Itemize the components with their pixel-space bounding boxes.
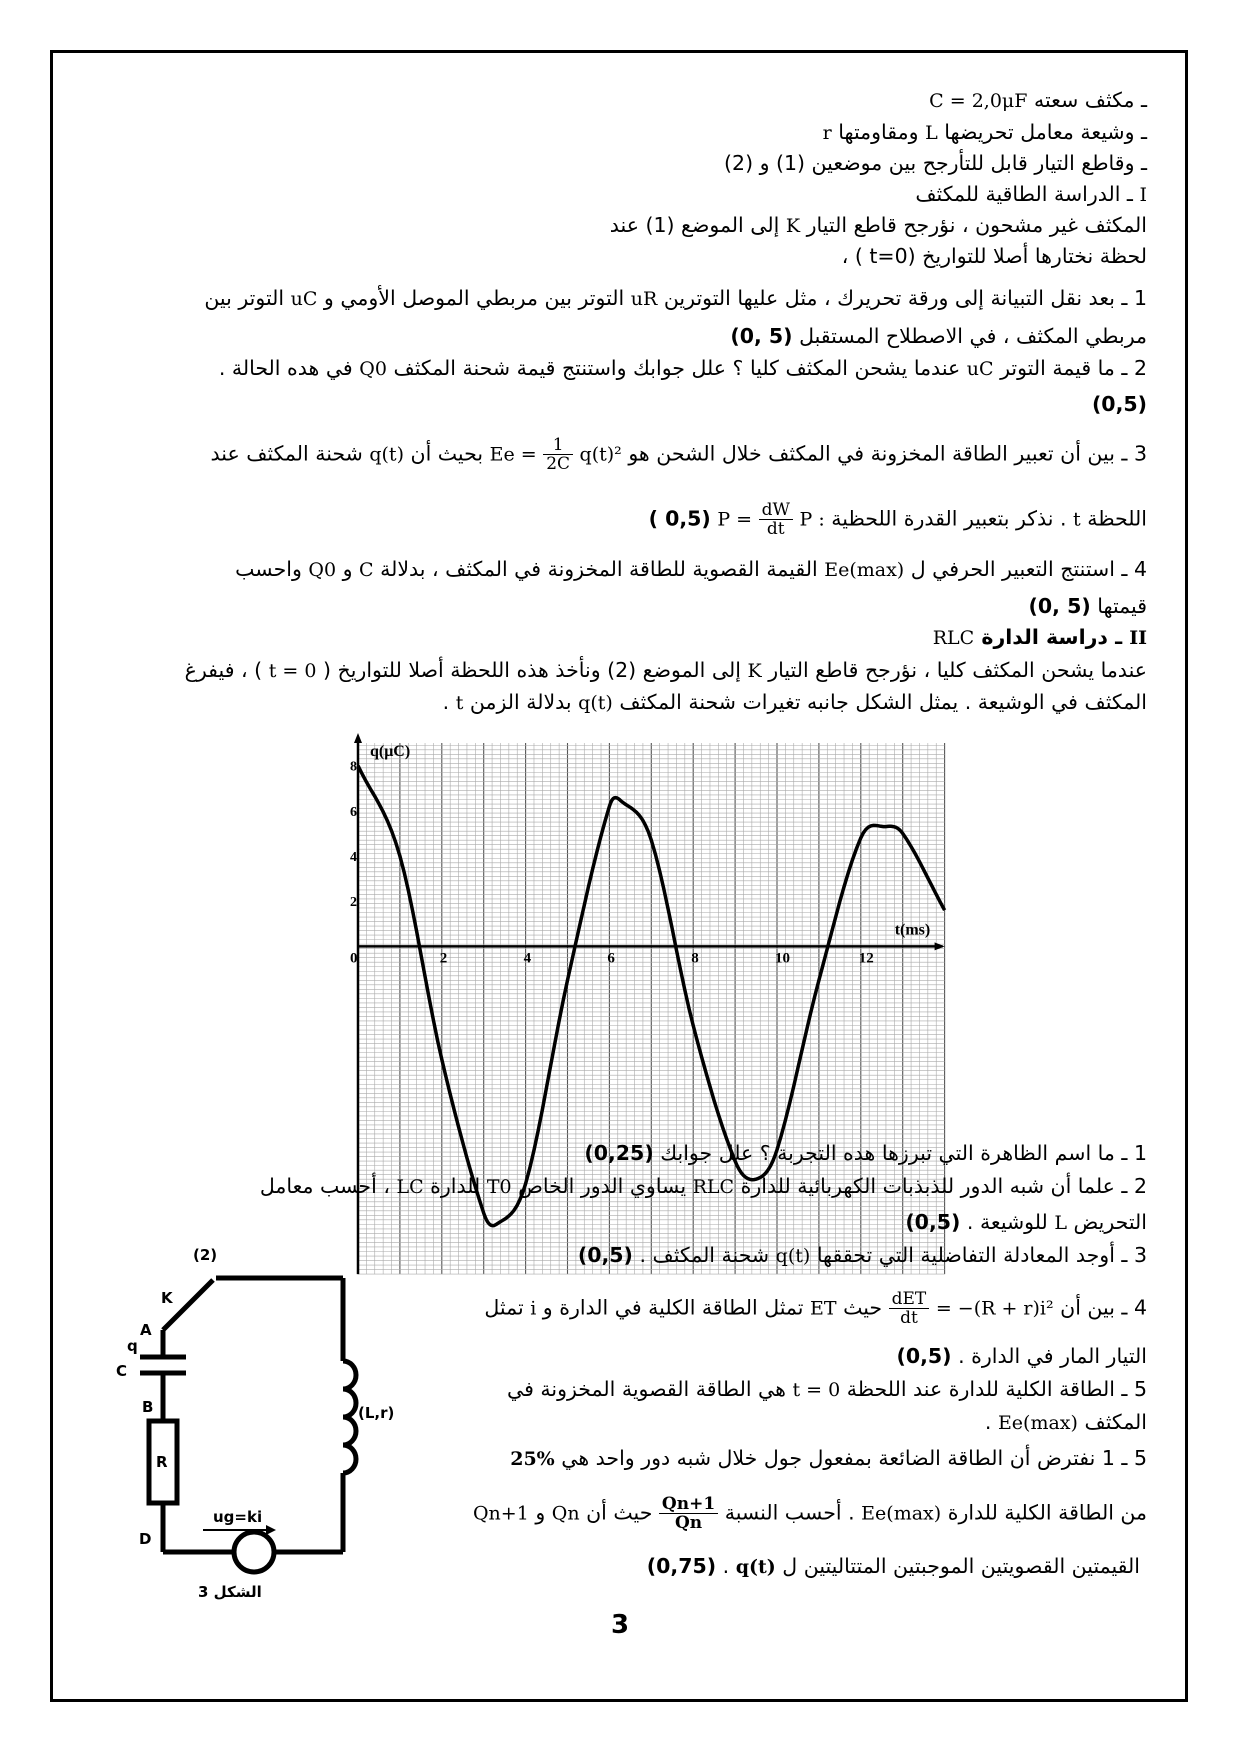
part2-question-5-line-1: 5 ـ الطاقة الكلية للدارة عند اللحظة t = 0 هي الطاقة القصوية المخزونة في	[507, 1377, 1147, 1401]
label-B: B	[142, 1398, 154, 1416]
x-tick-label: 4	[523, 950, 532, 967]
y-axis-arrow	[354, 733, 362, 743]
label-R: R	[156, 1453, 168, 1471]
y-tick-label: 4	[350, 850, 357, 865]
switch-line: ـ وقاطع التيار قابل للتأرجح بين موضعين (1) و (2)	[724, 151, 1147, 175]
x-tick-label: 0	[350, 950, 358, 967]
y-tick-label: 8	[350, 759, 357, 775]
part2-question-4-line-1: 4 ـ بين أن $\frac{\text{dET}}{dt}$ = −(R + r)i² حيث ET تمثل الطاقة الكلية في الدارة و i تمثل	[484, 1289, 1147, 1328]
y-axis-label: q(μC)	[370, 743, 411, 760]
part2-question-3: 3 ـ أوجد المعادلة التفاضلية التي تحققها q(t) شحنة المكثف . (0,5)	[577, 1243, 1147, 1267]
part2-question-5-1-line-3: القيمتين القصويتين الموجبتين المتتاليتين ل q(t) . (0,75)	[646, 1554, 1140, 1578]
question-2-line-1: 2 ـ ما قيمة التوتر uC عندما يشحن المكثف كليا ؟ علل جوابك واستنتج قيمة شحنة المكثف Q0 في هده الحالة .	[218, 356, 1147, 380]
coil-line: ـ وشيعة معامل تحريضها L ومقاومتها r	[822, 120, 1147, 144]
label-coil: (L,r)	[358, 1404, 395, 1422]
part2-question-5-1-line-2: من الطاقة الكلية للدارة Ee(max) . أحسب النسبة $\frac{Qn+1}{Qn}$ حيث أن Qn و Qn+1	[472, 1494, 1147, 1533]
part2-question-4-line-2: التيار المار في الدارة . (0,5)	[896, 1344, 1147, 1368]
question-1-line-1: 1 ـ بعد نقل التبيانة إلى ورقة تحريرك ، مثل عليها التوترين uR التوتر بين مربطي الموصل الأومي و uC التوتر بين	[204, 286, 1147, 310]
generator	[234, 1532, 274, 1572]
part2-question-1: 1 ـ ما اسم الظاهرة التي تبرزها هده التجربة ؟ علل جوابك (0,25)	[584, 1141, 1147, 1165]
current-arrow-head	[266, 1525, 276, 1535]
label-position-2: (2)	[193, 1246, 218, 1264]
intro-line-2: لحظة نختارها أصلا للتواريخ (t=0 ) ،	[841, 244, 1147, 268]
intro-line-1: المكثف غير مشحون ، نؤرجح قاطع التيار K إلى الموضع (1) عند	[609, 213, 1147, 237]
question-2-score: (0,5)	[1091, 392, 1147, 416]
label-A: A	[140, 1321, 152, 1339]
question-1-line-2: مربطي المكثف ، في الاصطلاح المستقبل (0, 5)	[730, 324, 1147, 348]
label-K: K	[161, 1289, 173, 1307]
question-3-line-2: اللحظة t . نذكر بتعبير القدرة اللحظية P : P = $\frac{dW}{dt}$ ( 0,5)	[648, 500, 1147, 539]
x-tick-label: 8	[691, 950, 699, 967]
capacitor-line: ـ مكثف سعته C = 2,0μF	[929, 88, 1147, 112]
question-3-line-1: 3 ـ بين أن تعبير الطاقة المخزونة في المكثف خلال الشحن هو Ee = $\frac{1}{2C}$ q(t)² بحيث أن q(t) شحنة المكثف عند	[210, 435, 1147, 474]
question-4-line-2: قيمتها (0, 5)	[1028, 594, 1147, 618]
page-number: 3	[610, 1610, 630, 1640]
label-C: C	[116, 1362, 128, 1380]
x-axis-label: t(ms)	[894, 921, 931, 939]
part2-question-5-1-line-1: 5 ـ 1 نفترض أن الطاقة الضائعة بمفعول جول خلال شبه دور واحد هي 25%	[510, 1446, 1147, 1470]
part2-question-2-line-1: 2 ـ علما أن شبه الدور للذبذبات الكهربائية للدارة RLC يساوي الدور الخاص T0 للدارة LC ، أحسب معامل	[259, 1174, 1147, 1198]
x-tick-label: 10	[775, 950, 790, 967]
label-generator: ug=ki	[213, 1508, 263, 1526]
section-ii-heading: II ـ دراسة الدارة RLC	[932, 625, 1147, 649]
figure-caption: الشكل 3	[198, 1583, 262, 1601]
question-4-line-1: 4 ـ استنتج التعبير الحرفي ل Ee(max) القيمة القصوية للطاقة المخزونة في المكثف ، بدلالة C و Q0 واحسب	[235, 557, 1147, 581]
charge-graph	[350, 735, 940, 1125]
x-tick-label: 6	[607, 950, 615, 967]
y-tick-label: 6	[350, 804, 357, 820]
section-i-heading: I ـ الدراسة الطاقية للمكثف	[915, 182, 1147, 206]
part2-question-2-line-2: التحريض L للوشيعة . (0,5)	[905, 1210, 1147, 1234]
label-q: q	[127, 1337, 138, 1355]
circuit-diagram	[118, 1240, 398, 1605]
label-D: D	[139, 1530, 152, 1548]
section-ii-intro-2: المكثف في الوشيعة . يمثل الشكل جانبه تغيرات شحنة المكثف q(t) بدلالة الزمن t .	[442, 690, 1147, 714]
section-ii-intro-1: عندما يشحن المكثف كليا ، نؤرجح قاطع التيار K إلى الموضع (2) ونأخذ هذه اللحظة أصلا للتواريخ ( t = 0 ) ، فيفرغ	[184, 658, 1147, 682]
coil	[343, 1361, 356, 1473]
x-tick-label: 2	[439, 950, 448, 967]
y-tick-label: 2	[350, 895, 357, 911]
part2-question-5-line-2: المكثف Ee(max) .	[984, 1410, 1147, 1434]
x-tick-label: 12	[858, 950, 874, 967]
